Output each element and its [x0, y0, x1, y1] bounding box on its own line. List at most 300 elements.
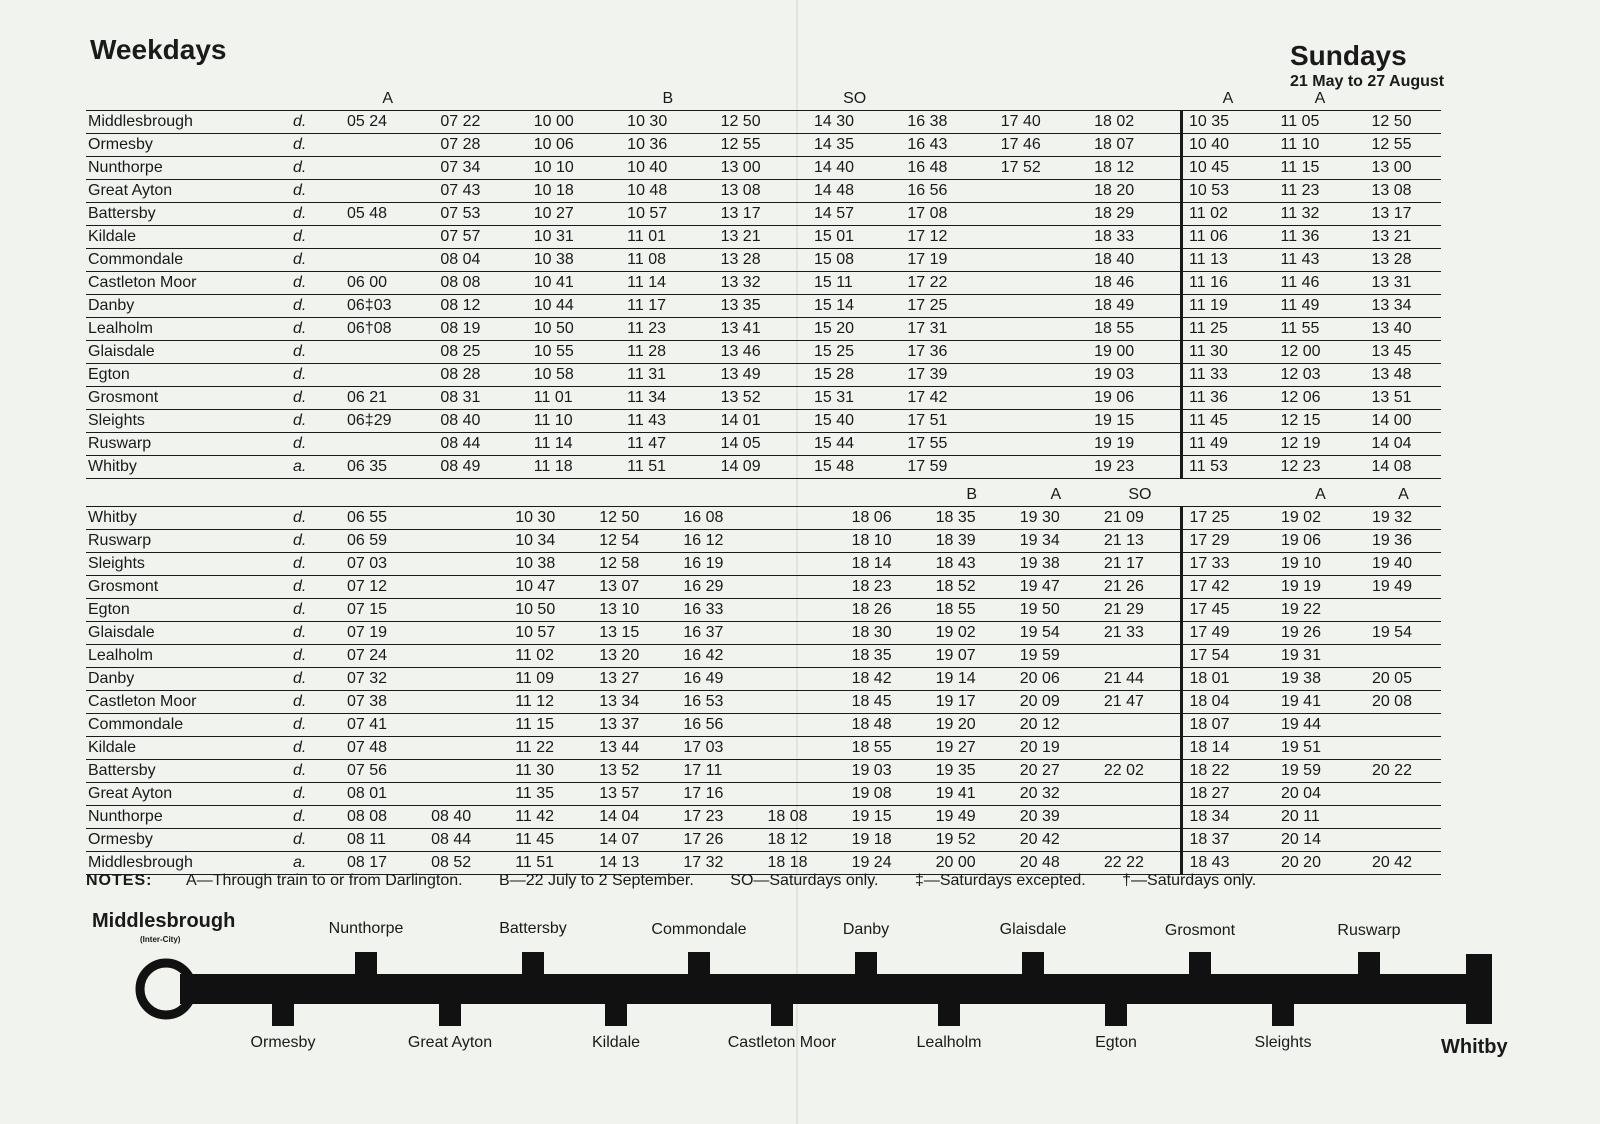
station-tick-lower [938, 1002, 960, 1026]
route-map [0, 900, 1600, 1124]
header-blank [291, 484, 341, 507]
station-name: Kildale [86, 226, 291, 249]
weekday-time: 10 31 [528, 226, 621, 249]
station-name: Sleights [86, 553, 291, 576]
station-tick-lower [272, 1002, 294, 1026]
weekday-time: 19 17 [930, 691, 1014, 714]
weekday-time: 18 18 [761, 852, 845, 875]
weekday-time: 17 36 [901, 341, 994, 364]
sunday-time [1366, 737, 1441, 760]
weekday-time: 10 18 [528, 180, 621, 203]
weekday-time: 14 57 [808, 203, 901, 226]
station-tick-upper [1189, 952, 1211, 976]
table-row [86, 829, 1441, 852]
weekday-time: 18 48 [846, 714, 930, 737]
table-row [86, 272, 1441, 295]
weekday-time: 11 51 [621, 456, 714, 479]
weekday-column-code: B [662, 90, 674, 107]
station-name: Commondale [86, 249, 291, 272]
weekday-column-code [425, 484, 509, 507]
arrive-depart-code: d. [291, 226, 341, 249]
weekday-time: 17 12 [901, 226, 994, 249]
weekday-time: 18 45 [846, 691, 930, 714]
weekday-time: 15 08 [808, 249, 901, 272]
weekday-column-code [1088, 88, 1181, 111]
end-terminal-bar [1466, 954, 1492, 1024]
outbound-header-row [86, 88, 1441, 111]
weekday-time [1098, 645, 1182, 668]
weekday-time: 17 32 [677, 852, 761, 875]
weekday-time: 08 25 [434, 341, 527, 364]
route-station-label-lower: Kildale [591, 1034, 641, 1051]
weekday-time: 15 44 [808, 433, 901, 456]
weekday-time: 21 44 [1098, 668, 1182, 691]
sunday-column-code: A [1222, 90, 1234, 107]
weekday-time: 18 07 [1088, 134, 1181, 157]
sunday-time: 11 36 [1182, 387, 1275, 410]
weekday-time: 18 06 [846, 507, 930, 530]
weekday-time: 17 26 [677, 829, 761, 852]
weekday-time: 12 55 [715, 134, 808, 157]
station-name: Middlesbrough [86, 852, 291, 875]
table-row [86, 410, 1441, 433]
note-b: B—22 July to 2 September. [499, 872, 694, 889]
weekday-time: 22 02 [1098, 760, 1182, 783]
weekday-time: 18 49 [1088, 295, 1181, 318]
sunday-time: 20 05 [1366, 668, 1441, 691]
station-tick-lower [1105, 1002, 1127, 1026]
header-blank [86, 88, 291, 111]
weekday-time: 19 00 [1088, 341, 1181, 364]
sunday-time: 11 13 [1182, 249, 1275, 272]
weekday-time: 10 27 [528, 203, 621, 226]
station-name: Whitby [86, 507, 291, 530]
weekday-time: 11 22 [509, 737, 593, 760]
weekday-time: 10 57 [621, 203, 714, 226]
weekday-time: 07 41 [341, 714, 425, 737]
weekday-time: 10 34 [509, 530, 593, 553]
sunday-time: 17 29 [1182, 530, 1275, 553]
weekday-time: 07 15 [341, 599, 425, 622]
arrive-depart-code: a. [291, 852, 341, 875]
weekday-time: 18 55 [1088, 318, 1181, 341]
station-tick-lower [1272, 1002, 1294, 1026]
arrive-depart-code: d. [291, 433, 341, 456]
sunday-time: 12 55 [1366, 134, 1441, 157]
weekday-time: 13 21 [715, 226, 808, 249]
weekday-time: 15 40 [808, 410, 901, 433]
weekday-time: 10 38 [528, 249, 621, 272]
weekday-time: 18 12 [761, 829, 845, 852]
weekday-time: 19 19 [1088, 433, 1181, 456]
sunday-time: 19 36 [1366, 530, 1441, 553]
weekday-time: 07 28 [434, 134, 527, 157]
sunday-time: 10 35 [1182, 111, 1275, 134]
weekday-time: 08 40 [425, 806, 509, 829]
weekdays-title: Weekdays [90, 34, 227, 65]
sunday-time: 11 32 [1275, 203, 1366, 226]
sunday-time: 11 53 [1182, 456, 1275, 479]
weekday-time: 13 44 [593, 737, 677, 760]
weekday-time [341, 134, 434, 157]
weekday-time [995, 456, 1088, 479]
table-row [86, 760, 1441, 783]
sunday-time: 20 42 [1366, 852, 1441, 875]
sunday-time: 17 45 [1182, 599, 1275, 622]
station-tick-upper [855, 952, 877, 976]
weekday-time: 11 31 [621, 364, 714, 387]
weekday-time: 18 35 [930, 507, 1014, 530]
weekday-time: 11 45 [509, 829, 593, 852]
weekday-time: 17 11 [677, 760, 761, 783]
sunday-time: 18 43 [1182, 852, 1275, 875]
weekday-time: 11 35 [509, 783, 593, 806]
weekday-time: 19 59 [1014, 645, 1098, 668]
weekday-time: 14 01 [715, 410, 808, 433]
weekday-time [995, 433, 1088, 456]
notes [86, 872, 1288, 890]
route-station-label-lower: Castleton Moor [727, 1034, 837, 1051]
sunday-time: 20 20 [1275, 852, 1366, 875]
station-name: Danby [86, 668, 291, 691]
weekday-time: 18 26 [846, 599, 930, 622]
weekday-time [995, 295, 1088, 318]
weekday-time: 06†08 [341, 318, 434, 341]
route-station-label-lower: Sleights [1254, 1034, 1312, 1051]
sunday-time: 11 19 [1182, 295, 1275, 318]
arrive-depart-code: d. [291, 645, 341, 668]
weekday-time: 06 59 [341, 530, 425, 553]
route-start-label: Middlesbrough [92, 910, 236, 932]
sunday-time: 19 59 [1275, 760, 1366, 783]
arrive-depart-code: d. [291, 668, 341, 691]
weekday-time [425, 599, 509, 622]
weekday-time: 17 31 [901, 318, 994, 341]
weekday-time: 08 49 [434, 456, 527, 479]
station-tick-upper [1358, 952, 1380, 976]
weekday-time: 12 50 [715, 111, 808, 134]
weekday-time: 20 27 [1014, 760, 1098, 783]
sunday-time: 12 00 [1275, 341, 1366, 364]
weekday-time: 14 05 [715, 433, 808, 456]
arrive-depart-code: d. [291, 203, 341, 226]
weekday-time: 19 06 [1088, 387, 1181, 410]
weekday-time: 06 35 [341, 456, 434, 479]
table-row [86, 714, 1441, 737]
weekday-time: 17 03 [677, 737, 761, 760]
station-name: Grosmont [86, 387, 291, 410]
sunday-time: 11 25 [1182, 318, 1275, 341]
weekday-time: 10 30 [621, 111, 714, 134]
sunday-column-code [1182, 484, 1275, 507]
weekday-time [761, 668, 845, 691]
weekday-time: 11 01 [621, 226, 714, 249]
table-row [86, 295, 1441, 318]
station-name: Egton [86, 364, 291, 387]
weekday-time: 07 24 [341, 645, 425, 668]
weekday-time: 14 35 [808, 134, 901, 157]
weekday-time: 13 52 [715, 387, 808, 410]
weekday-time: 18 08 [761, 806, 845, 829]
weekday-time: 17 46 [995, 134, 1088, 157]
table-row [86, 433, 1441, 456]
arrive-depart-code: d. [291, 180, 341, 203]
weekday-time: 20 06 [1014, 668, 1098, 691]
sunday-time [1366, 645, 1441, 668]
weekday-column-code: A [382, 90, 394, 107]
station-name: Castleton Moor [86, 272, 291, 295]
weekday-time: 19 15 [846, 806, 930, 829]
weekday-time: 19 03 [846, 760, 930, 783]
station-name: Nunthorpe [86, 157, 291, 180]
weekday-time: 08 01 [341, 783, 425, 806]
route-station-label-upper: Commondale [651, 920, 747, 938]
station-tick-upper [1022, 952, 1044, 976]
weekday-time: 19 14 [930, 668, 1014, 691]
weekday-time [995, 410, 1088, 433]
sunday-time [1366, 714, 1441, 737]
weekday-time [341, 364, 434, 387]
weekday-column-code [434, 88, 527, 111]
weekday-time: 11 01 [528, 387, 621, 410]
arrive-depart-code: a. [291, 456, 341, 479]
sunday-time: 19 26 [1275, 622, 1366, 645]
arrive-depart-code: d. [291, 553, 341, 576]
station-name: Commondale [86, 714, 291, 737]
weekday-time: 19 49 [930, 806, 1014, 829]
sunday-time: 18 37 [1182, 829, 1275, 852]
sunday-time: 20 14 [1275, 829, 1366, 852]
weekday-time: 16 12 [677, 530, 761, 553]
weekday-time [761, 530, 845, 553]
route-station-label-upper: Ruswarp [1337, 921, 1401, 939]
sunday-time: 11 15 [1275, 157, 1366, 180]
table-row [86, 364, 1441, 387]
weekday-time: 13 32 [715, 272, 808, 295]
sunday-time: 20 04 [1275, 783, 1366, 806]
table-row [86, 134, 1441, 157]
sunday-time: 12 15 [1275, 410, 1366, 433]
note-a: A—Through train to or from Darlington. [186, 872, 463, 889]
weekday-time [761, 691, 845, 714]
weekday-time: 20 39 [1014, 806, 1098, 829]
weekday-time: 18 02 [1088, 111, 1181, 134]
weekday-time: 07 53 [434, 203, 527, 226]
table-row [86, 226, 1441, 249]
weekday-time: 11 43 [621, 410, 714, 433]
weekday-time: 19 03 [1088, 364, 1181, 387]
weekday-time: 15 14 [808, 295, 901, 318]
sunday-column-code: A [1398, 486, 1409, 503]
route-end-label: Whitby [1441, 1036, 1508, 1058]
sunday-time: 13 34 [1366, 295, 1441, 318]
weekday-time: 10 48 [621, 180, 714, 203]
sunday-time: 19 40 [1366, 553, 1441, 576]
weekday-time: 16 38 [901, 111, 994, 134]
weekday-time: 17 16 [677, 783, 761, 806]
sunday-time [1366, 829, 1441, 852]
weekday-time [341, 249, 434, 272]
weekday-time: 11 34 [621, 387, 714, 410]
station-name: Great Ayton [86, 783, 291, 806]
weekday-time: 18 40 [1088, 249, 1181, 272]
sunday-time: 11 49 [1182, 433, 1275, 456]
sunday-time: 17 54 [1182, 645, 1275, 668]
weekday-time: 10 30 [509, 507, 593, 530]
weekday-time: 14 07 [593, 829, 677, 852]
arrive-depart-code: d. [291, 157, 341, 180]
weekday-time: 08 17 [341, 852, 425, 875]
sunday-time: 19 02 [1275, 507, 1366, 530]
sunday-time: 18 34 [1182, 806, 1275, 829]
weekday-time: 19 50 [1014, 599, 1098, 622]
weekday-time: 15 20 [808, 318, 901, 341]
weekday-time: 08 31 [434, 387, 527, 410]
weekday-column-code [995, 88, 1088, 111]
sunday-time: 19 38 [1275, 668, 1366, 691]
weekday-column-code [715, 88, 808, 111]
table-row [86, 507, 1441, 530]
weekday-time [1098, 737, 1182, 760]
weekday-time [995, 318, 1088, 341]
arrive-depart-code: d. [291, 622, 341, 645]
sunday-time: 12 23 [1275, 456, 1366, 479]
station-name: Danby [86, 295, 291, 318]
weekday-time: 20 42 [1014, 829, 1098, 852]
sunday-time: 19 19 [1275, 576, 1366, 599]
weekday-time: 19 20 [930, 714, 1014, 737]
sunday-time: 20 11 [1275, 806, 1366, 829]
station-name: Battersby [86, 203, 291, 226]
weekday-time: 11 51 [509, 852, 593, 875]
sunday-time: 13 00 [1366, 157, 1441, 180]
weekday-time: 17 51 [901, 410, 994, 433]
weekday-column-code: SO [1128, 486, 1152, 503]
route-station-label-upper: Glaisdale [999, 921, 1067, 939]
station-name: Glaisdale [86, 341, 291, 364]
weekday-time: 14 40 [808, 157, 901, 180]
weekday-time: 20 32 [1014, 783, 1098, 806]
weekday-time: 14 30 [808, 111, 901, 134]
weekday-time: 07 19 [341, 622, 425, 645]
route-station-label-upper: Battersby [499, 920, 567, 938]
arrive-depart-code: d. [291, 341, 341, 364]
weekday-time: 19 27 [930, 737, 1014, 760]
table-row [86, 530, 1441, 553]
weekday-time [1098, 806, 1182, 829]
weekday-time: 08 44 [434, 433, 527, 456]
arrive-depart-code: d. [291, 387, 341, 410]
route-station-label-upper: Danby [842, 920, 890, 938]
weekday-time [995, 180, 1088, 203]
station-name: Ruswarp [86, 433, 291, 456]
sunday-time: 19 32 [1366, 507, 1441, 530]
weekday-time: 18 55 [846, 737, 930, 760]
weekday-time: 07 38 [341, 691, 425, 714]
sunday-time: 13 51 [1366, 387, 1441, 410]
station-name: Lealholm [86, 645, 291, 668]
weekday-time: 18 46 [1088, 272, 1181, 295]
weekday-time: 19 41 [930, 783, 1014, 806]
table-row [86, 180, 1441, 203]
arrive-depart-code: d. [291, 691, 341, 714]
weekday-time: 11 42 [509, 806, 593, 829]
weekday-time: 07 03 [341, 553, 425, 576]
weekday-time: 21 29 [1098, 599, 1182, 622]
weekday-time: 17 42 [901, 387, 994, 410]
station-name: Battersby [86, 760, 291, 783]
weekday-time: 07 57 [434, 226, 527, 249]
weekday-column-code [341, 484, 425, 507]
weekday-time: 13 41 [715, 318, 808, 341]
note-dagger-double: ‡—Saturdays excepted. [914, 872, 1086, 889]
weekday-time: 13 35 [715, 295, 808, 318]
sunday-time: 20 08 [1366, 691, 1441, 714]
sunday-time: 10 45 [1182, 157, 1275, 180]
note-so: SO—Saturdays only. [730, 872, 879, 889]
sunday-time: 18 22 [1182, 760, 1275, 783]
weekday-time [425, 760, 509, 783]
sunday-time [1366, 806, 1441, 829]
weekday-time [425, 576, 509, 599]
table-row [86, 203, 1441, 226]
weekday-time: 10 55 [528, 341, 621, 364]
weekday-time: 15 11 [808, 272, 901, 295]
sunday-time: 12 03 [1275, 364, 1366, 387]
weekday-time: 13 57 [593, 783, 677, 806]
weekday-time: 20 09 [1014, 691, 1098, 714]
sunday-time: 10 40 [1182, 134, 1275, 157]
weekday-time: 06‡03 [341, 295, 434, 318]
weekday-time: 19 23 [1088, 456, 1181, 479]
arrive-depart-code: d. [291, 272, 341, 295]
weekday-time [341, 226, 434, 249]
weekday-time: 17 39 [901, 364, 994, 387]
table-row [86, 576, 1441, 599]
weekday-time: 13 00 [715, 157, 808, 180]
note-dagger: †—Saturdays only. [1122, 872, 1257, 889]
weekday-time: 19 18 [846, 829, 930, 852]
weekday-time: 18 29 [1088, 203, 1181, 226]
sunday-time: 17 42 [1182, 576, 1275, 599]
weekday-time [341, 433, 434, 456]
weekday-time: 20 00 [930, 852, 1014, 875]
weekday-column-code [901, 88, 994, 111]
sunday-time: 14 08 [1366, 456, 1441, 479]
weekday-time: 10 50 [528, 318, 621, 341]
weekday-time: 11 28 [621, 341, 714, 364]
arrive-depart-code: d. [291, 364, 341, 387]
sunday-time: 20 22 [1366, 760, 1441, 783]
weekday-time [341, 341, 434, 364]
weekday-time: 15 48 [808, 456, 901, 479]
sunday-time: 11 06 [1182, 226, 1275, 249]
weekday-time [341, 157, 434, 180]
weekday-time: 18 43 [930, 553, 1014, 576]
route-station-label-upper: Grosmont [1164, 921, 1236, 939]
table-row [86, 599, 1441, 622]
header-blank [291, 88, 341, 111]
weekday-time: 18 39 [930, 530, 1014, 553]
weekday-time: 17 23 [677, 806, 761, 829]
weekday-time: 21 26 [1098, 576, 1182, 599]
header-blank [86, 484, 291, 507]
weekday-time: 08 52 [425, 852, 509, 875]
weekday-time [425, 530, 509, 553]
table-row [86, 806, 1441, 829]
weekday-time: 07 22 [434, 111, 527, 134]
weekday-time: 12 58 [593, 553, 677, 576]
